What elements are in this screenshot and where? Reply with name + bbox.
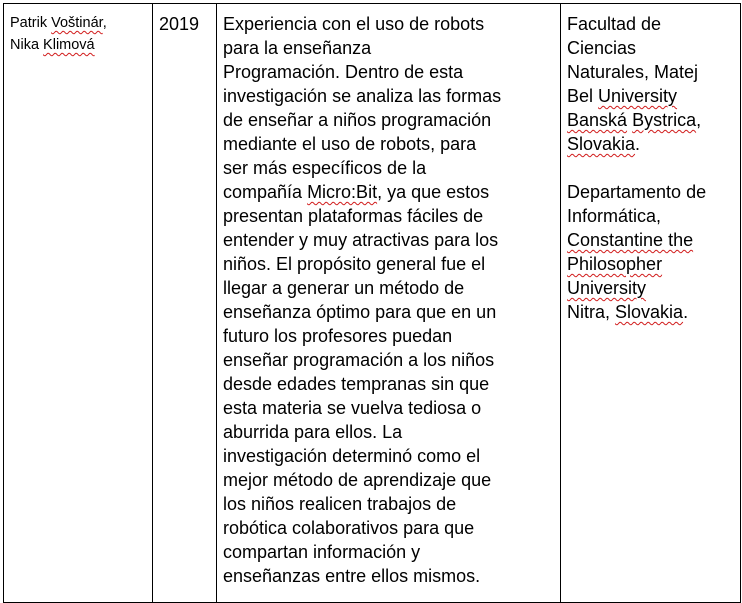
description-line: futuro los profesores puedan <box>223 326 453 346</box>
author-line <box>10 12 148 34</box>
affiliation-line: Philosopher <box>567 254 663 274</box>
description-line: aburrida para ellos. La <box>223 422 403 442</box>
author-surname: Klimová <box>43 37 95 53</box>
affiliation-line <box>567 108 736 132</box>
description-line: desde edades tempranas sin que <box>223 374 490 394</box>
flagged-word: Banská <box>567 110 628 130</box>
affiliation-text: Nitra, <box>567 302 616 322</box>
affiliation-text: , <box>696 110 702 130</box>
flagged-word: Bystrica <box>632 110 697 130</box>
affiliation-text: Bel <box>567 86 599 106</box>
flagged-word: University <box>598 86 678 106</box>
description-text: , ya que estos <box>377 182 490 202</box>
affiliation-cell <box>561 4 741 603</box>
affiliation-line: University <box>567 278 647 298</box>
year-cell <box>153 4 217 603</box>
description-line: ser más específicos de la <box>223 158 427 178</box>
year-value: 2019 <box>159 14 200 34</box>
author-separator: , <box>102 15 107 31</box>
description-line <box>223 180 556 204</box>
flagged-word: Slovakia <box>615 302 684 322</box>
affiliation-text: . <box>683 302 689 322</box>
publication-table <box>3 3 741 603</box>
description-line: llegar a generar un método de <box>223 278 465 298</box>
description-line: Experiencia con el uso de robots <box>223 14 485 34</box>
description-line: para la enseñanza <box>223 38 372 58</box>
flagged-word: Slovakia <box>567 134 636 154</box>
description-line: robótica colaborativos para que <box>223 518 475 538</box>
paragraph-gap <box>567 156 736 180</box>
description-line: compartan información y <box>223 542 421 562</box>
affiliation-line: Facultad de <box>567 14 662 34</box>
brand-name: Micro:Bit <box>307 182 378 202</box>
description-line: de enseñar a niños programación <box>223 110 492 130</box>
author-surname: Voštinár <box>51 15 103 31</box>
description-line: los niños realicen trabajos de <box>223 494 457 514</box>
description-line: Programación. Dentro de esta <box>223 62 464 82</box>
description-line: esta materia se vuelva tediosa o <box>223 398 482 418</box>
description-line: investigación se analiza las formas <box>223 86 502 106</box>
affiliation-line: Informática, <box>567 206 662 226</box>
description-cell <box>217 4 561 603</box>
description-line: mejor método de aprendizaje que <box>223 470 492 490</box>
affiliation-line: Departamento de <box>567 182 707 202</box>
affiliation-line: Ciencias <box>567 38 637 58</box>
author-line <box>10 34 148 56</box>
table-row <box>4 4 741 603</box>
affiliation-line: Naturales, Matej <box>567 62 699 82</box>
description-line: mediante el uso de robots, para <box>223 134 477 154</box>
description-line: enseñanzas entre ellos mismos. <box>223 566 481 586</box>
affiliation-text: . <box>635 134 641 154</box>
authors-cell <box>4 4 153 603</box>
author-first-name: Nika <box>10 37 44 53</box>
description-line: entender y muy atractivas para los <box>223 230 499 250</box>
affiliation-line: Constantine the <box>567 230 694 250</box>
description-line: enseñar programación a los niños <box>223 350 495 370</box>
description-line: presentan plataformas fáciles de <box>223 206 484 226</box>
author-first-name: Patrik <box>10 15 52 31</box>
description-text: compañía <box>223 182 308 202</box>
description-line: enseñanza óptimo para que en un <box>223 302 497 322</box>
description-line: niños. El propósito general fue el <box>223 254 486 274</box>
description-line: investigación determinó como el <box>223 446 481 466</box>
affiliation-line <box>567 132 736 156</box>
affiliation-line <box>567 300 736 324</box>
affiliation-line <box>567 84 736 108</box>
